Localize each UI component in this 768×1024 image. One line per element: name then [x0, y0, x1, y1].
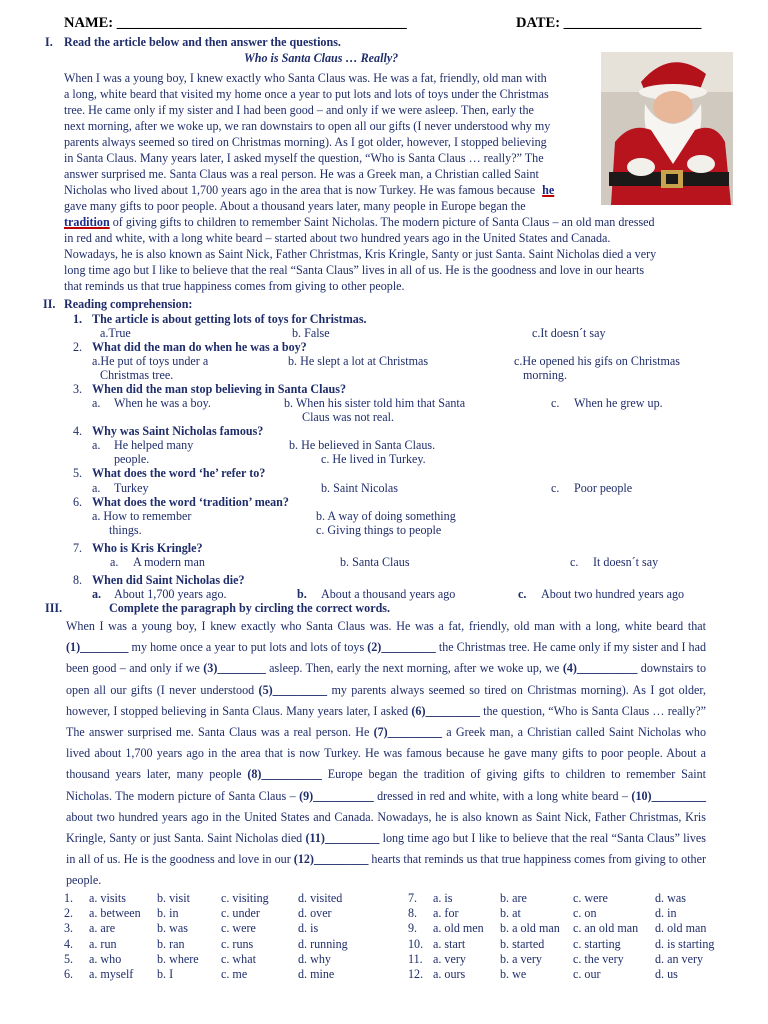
- cloze-paragraph: [66, 616, 706, 892]
- blank-4[interactable]: (4)__________: [562, 661, 638, 676]
- answer-option-b[interactable]: b. He slept a lot at Christmas: [288, 354, 429, 368]
- word-option[interactable]: d. was: [655, 891, 686, 905]
- blank-7[interactable]: (7)_________: [373, 725, 443, 740]
- option-letter: a.: [110, 555, 119, 569]
- word-option[interactable]: b. are: [500, 891, 527, 905]
- word-option[interactable]: b. visit: [157, 891, 190, 905]
- option-row-number: 1.: [64, 891, 74, 905]
- cloze-text: the Christmas tree. He came only if my sister and I had been good – and only if we: [66, 640, 707, 676]
- word-option[interactable]: b. where: [157, 951, 199, 966]
- option-row-number: 11.: [408, 951, 423, 966]
- word-option[interactable]: a. run: [89, 936, 117, 951]
- answer-option-a[interactable]: When he was a boy.: [114, 396, 211, 410]
- answer-option-a[interactable]: A modern man: [133, 555, 205, 569]
- word-option[interactable]: d. running: [298, 936, 348, 951]
- answer-option-a[interactable]: About 1,700 years ago.: [114, 587, 227, 601]
- option-row-number: 9.: [408, 921, 418, 936]
- question-number: 5.: [73, 466, 83, 480]
- blank-2[interactable]: (2)_________: [367, 640, 436, 655]
- passage-line: long time ago but I like to believe that the real “Santa Claus” lives in all of us. He is the goodness and love in our hearts: [64, 263, 645, 277]
- cloze-text: about two hundred years ago in the United States and Canada. Nowadays, he is also known as Saint Nick, Father Christmas, Kris Kringle, Santy or just Santa. Saint Nicholas died: [66, 809, 706, 846]
- option-letter: a.: [92, 438, 101, 452]
- answer-option-b-cont[interactable]: Claus was not real.: [302, 410, 395, 424]
- answer-option-c[interactable]: It doesn´t say: [593, 555, 659, 569]
- word-option[interactable]: a. visits: [89, 891, 126, 905]
- passage-line: next morning, after we woke up, we ran downstairs to open all our gifts (I never understood why my: [64, 119, 551, 133]
- question-text: What did the man do when he was a boy?: [92, 340, 307, 354]
- answer-option-b[interactable]: b. He believed in Santa Claus.: [289, 438, 436, 452]
- word-option[interactable]: b. started: [500, 936, 545, 951]
- cloze-text: the question, “Who is Santa Claus … really?” The answer surprised me. Santa Claus was a real person. He: [66, 703, 706, 740]
- option-row-number: 12.: [408, 967, 424, 981]
- word-option[interactable]: c. on: [573, 906, 597, 921]
- word-option[interactable]: a. for: [433, 906, 459, 921]
- answer-option-c-cont[interactable]: morning.: [523, 368, 568, 382]
- word-option[interactable]: c. the very: [573, 951, 624, 966]
- word-option[interactable]: b. a very: [500, 951, 542, 966]
- article-title: Who is Santa Claus … Really?: [244, 51, 399, 65]
- word-option[interactable]: d. mine: [298, 967, 335, 981]
- option-row-number: 2.: [64, 906, 74, 921]
- answer-option-c[interactable]: c.It doesn´t say: [532, 326, 606, 340]
- word-option[interactable]: a. between: [89, 906, 141, 921]
- passage-line: answer surprised me. Santa Claus was a real person. He was a Greek man, a Christian called Saint: [64, 167, 539, 181]
- option-letter: a.: [92, 481, 101, 495]
- word-option[interactable]: d. an very: [655, 951, 704, 966]
- section3-instruction: Complete the paragraph by circling the correct words.: [109, 601, 391, 615]
- answer-option-a[interactable]: a.True: [100, 326, 131, 340]
- word-option[interactable]: a. start: [433, 936, 466, 951]
- passage-line: When I was a young boy, I knew exactly who Santa Claus was. He was a fat, friendly, old man with: [64, 71, 547, 85]
- cloze-text: asleep. Then, early the next morning, after we woke up, we: [265, 661, 563, 676]
- option-row-number: 8.: [408, 906, 418, 921]
- cloze-text: dressed in red and white, with a long white beard –: [373, 788, 632, 803]
- option-row-number: 4.: [64, 936, 74, 951]
- section1-numeral: I.: [45, 35, 53, 49]
- passage-line: parents always seemed so tired on Christmas morning). As I got older, however, I stopped believing: [64, 135, 547, 149]
- word-option[interactable]: d. us: [655, 967, 678, 981]
- word-option[interactable]: b. at: [500, 906, 521, 921]
- passage-line: a long, white beard that visited my home once a year to put lots and lots of toys under the Christmas: [64, 87, 549, 101]
- cloze-text: my parents always seemed so tired on Christmas morning). As I got older, however, I stopped believing in Santa Claus. Many years later, I asked: [66, 682, 706, 718]
- word-option[interactable]: a. ours: [433, 967, 466, 981]
- word-option[interactable]: a. very: [433, 951, 466, 966]
- word-option[interactable]: d. old man: [655, 921, 707, 936]
- question-number: 3.: [73, 382, 83, 396]
- question-number: 6.: [73, 495, 83, 509]
- word-option[interactable]: b. we: [500, 967, 527, 981]
- answer-option-b[interactable]: b. False: [292, 326, 330, 340]
- option-row-number: 10.: [408, 936, 424, 951]
- answer-option-a-cont[interactable]: Christmas tree.: [100, 368, 174, 382]
- blank-12[interactable]: (12)_________: [293, 852, 369, 867]
- section3-numeral: III.: [45, 601, 63, 615]
- question-number: 1.: [73, 312, 83, 326]
- passage-line: in Santa Claus. Many years later, I asked myself the question, “Who is Santa Claus … really?” The: [64, 151, 544, 165]
- answer-option-c[interactable]: About two hundred years ago: [541, 587, 685, 601]
- question-text: What does the word ‘tradition’ mean?: [92, 495, 289, 509]
- blank-10[interactable]: (10)_________: [631, 788, 706, 803]
- option-row-number: 6.: [64, 967, 74, 981]
- word-option[interactable]: c. me: [221, 967, 248, 981]
- cloze-text: long time ago but I like to believe that the real “Santa Claus” lives in all of us. He is the goodness and love in our: [66, 831, 707, 867]
- word-option[interactable]: c. visiting: [221, 891, 269, 905]
- cloze-text: my home once a year to put lots and lots of toys: [128, 640, 368, 655]
- word-option[interactable]: b. I: [157, 967, 174, 981]
- question-number: 2.: [73, 340, 83, 354]
- answer-option-a-cont[interactable]: things.: [109, 523, 142, 537]
- word-option[interactable]: d. why: [298, 951, 331, 966]
- answer-option-b[interactable]: b. A way of doing something: [316, 509, 456, 523]
- underlined-word-he: he: [542, 183, 555, 197]
- date-field-label: DATE: ___________________: [516, 15, 702, 31]
- question-text: When did the man stop believing in Santa Claus?: [92, 382, 347, 396]
- answer-option-a-cont[interactable]: people.: [114, 452, 150, 466]
- blank-8[interactable]: (8)__________: [247, 767, 322, 782]
- answer-option-b[interactable]: b. When his sister told him that Santa: [284, 396, 466, 410]
- answer-option-b[interactable]: b. Santa Claus: [340, 555, 410, 569]
- option-letter: c.: [551, 481, 560, 495]
- word-option[interactable]: b. ran: [157, 936, 185, 951]
- option-row-number: 3.: [64, 921, 74, 936]
- passage-line: in red and white, with a long white beard – started about two hundred years ago in the United States and Canada.: [64, 231, 611, 245]
- cloze-text: hearts that reminds us that true happiness comes from giving to other people.: [66, 852, 706, 888]
- word-option[interactable]: c. runs: [221, 936, 254, 951]
- word-option[interactable]: b. was: [157, 921, 188, 936]
- question-number: 8.: [73, 573, 83, 587]
- santa-claus-photo: [601, 52, 733, 205]
- word-option[interactable]: c. were: [573, 891, 608, 905]
- blank-9[interactable]: (9)__________: [299, 788, 374, 803]
- answer-option-c[interactable]: c. He lived in Turkey.: [321, 452, 426, 466]
- blank-3[interactable]: (3)________: [203, 661, 266, 676]
- cloze-text: When I was a young boy, I knew exactly who Santa Claus was. He was a fat, friendly, old man with a long, white beard that: [66, 619, 706, 633]
- passage-line: [64, 183, 554, 198]
- answer-option-a[interactable]: a. How to remember: [92, 509, 192, 523]
- question-text: What does the word ‘he’ refer to?: [92, 466, 266, 480]
- option-letter: c.: [551, 396, 560, 410]
- blank-11[interactable]: (11)_________: [305, 831, 380, 846]
- blank-1[interactable]: (1)________: [66, 640, 129, 655]
- blank-6[interactable]: (6)_________: [411, 703, 480, 718]
- word-option[interactable]: a. are: [89, 921, 116, 936]
- section1-instruction: Read the article below and then answer the questions.: [64, 35, 341, 49]
- word-option[interactable]: d. over: [298, 906, 332, 921]
- passage-line: tree. He came only if my sister and I had been good – and only if we were asleep. Then, early the: [64, 103, 534, 117]
- word-option[interactable]: d. is: [298, 921, 319, 936]
- word-option[interactable]: a. is: [433, 891, 453, 905]
- answer-option-c[interactable]: When he grew up.: [574, 396, 663, 410]
- answer-option-b[interactable]: b. Saint Nicolas: [321, 481, 398, 495]
- answer-option-a[interactable]: a.He put of toys under a: [92, 354, 209, 368]
- option-letter: a.: [92, 587, 102, 601]
- passage-line: that reminds us that true happiness comes from giving to other people.: [64, 279, 405, 293]
- word-option[interactable]: c. were: [221, 921, 256, 936]
- section2-instruction: Reading comprehension:: [64, 297, 193, 311]
- word-option[interactable]: c. our: [573, 967, 601, 981]
- word-option[interactable]: d. is starting: [655, 936, 715, 951]
- option-letter: a.: [92, 396, 101, 410]
- word-option[interactable]: c. under: [221, 906, 260, 921]
- word-option[interactable]: a. myself: [89, 967, 134, 981]
- word-option[interactable]: d. visited: [298, 891, 343, 905]
- word-option[interactable]: a. who: [89, 951, 122, 966]
- option-letter: c.: [570, 555, 579, 569]
- answer-option-b[interactable]: About a thousand years ago: [321, 587, 456, 601]
- blank-5[interactable]: (5)_________: [258, 682, 328, 697]
- cloze-text: a Greek man, a Christian called Saint Nicholas who lived about 1,700 years ago in the area that is now Turkey. He was famous because he gave many gifts to poor people. About a thousand years later, many people: [66, 725, 706, 782]
- answer-option-c[interactable]: c. Giving things to people: [316, 523, 442, 537]
- passage-line: Nowadays, he is also known as Saint Nick, Father Christmas, Kris Kringle, Santy or just Santa. Saint Nicholas died a very: [64, 247, 657, 261]
- answer-option-a[interactable]: Turkey: [114, 481, 149, 495]
- question-text: The article is about getting lots of toys for Christmas.: [92, 312, 367, 326]
- word-option[interactable]: c. what: [221, 951, 256, 966]
- name-field-label: NAME: ________________________________________: [64, 15, 407, 31]
- passage-text: of giving gifts to children to remember Saint Nicholas. The modern picture of Santa Claus – an old man dressed: [112, 215, 655, 229]
- question-text: When did Saint Nicholas die?: [92, 573, 245, 587]
- question-number: 7.: [73, 541, 83, 555]
- cloze-text: downstairs to open all our gifts (I never understood: [66, 661, 707, 697]
- word-option[interactable]: b. in: [157, 906, 179, 921]
- question-text: Why was Saint Nicholas famous?: [92, 424, 264, 438]
- answer-option-a[interactable]: He helped many: [114, 438, 194, 452]
- passage-text: Nicholas who lived about 1,700 years ago in the area that is now Turkey. He was famous because: [64, 183, 536, 197]
- question-text: Who is Kris Kringle?: [92, 541, 203, 555]
- answer-option-c[interactable]: c.He opened his gifs on Christmas: [514, 354, 680, 368]
- word-option[interactable]: c. an old man: [573, 921, 639, 936]
- option-row-number: 5.: [64, 951, 74, 966]
- word-option[interactable]: d. in: [655, 906, 677, 921]
- section2-numeral: II.: [43, 297, 56, 311]
- option-letter: c.: [518, 587, 527, 601]
- passage-line: gave many gifts to poor people. About a thousand years later, many people in Europe began the: [64, 199, 526, 213]
- cloze-text: Europe began the tradition of giving gifts to children to remember Saint Nicholas. The modern picture of Santa Claus –: [66, 767, 706, 803]
- word-option[interactable]: b. a old man: [500, 921, 560, 936]
- answer-option-c[interactable]: Poor people: [574, 481, 633, 495]
- underlined-word-tradition: tradition: [64, 215, 110, 229]
- option-letter: b.: [297, 587, 307, 601]
- word-option[interactable]: a. old men: [433, 921, 484, 936]
- passage-line: [64, 215, 655, 230]
- question-number: 4.: [73, 424, 83, 438]
- option-row-number: 7.: [408, 891, 418, 905]
- word-option[interactable]: c. starting: [573, 936, 621, 951]
